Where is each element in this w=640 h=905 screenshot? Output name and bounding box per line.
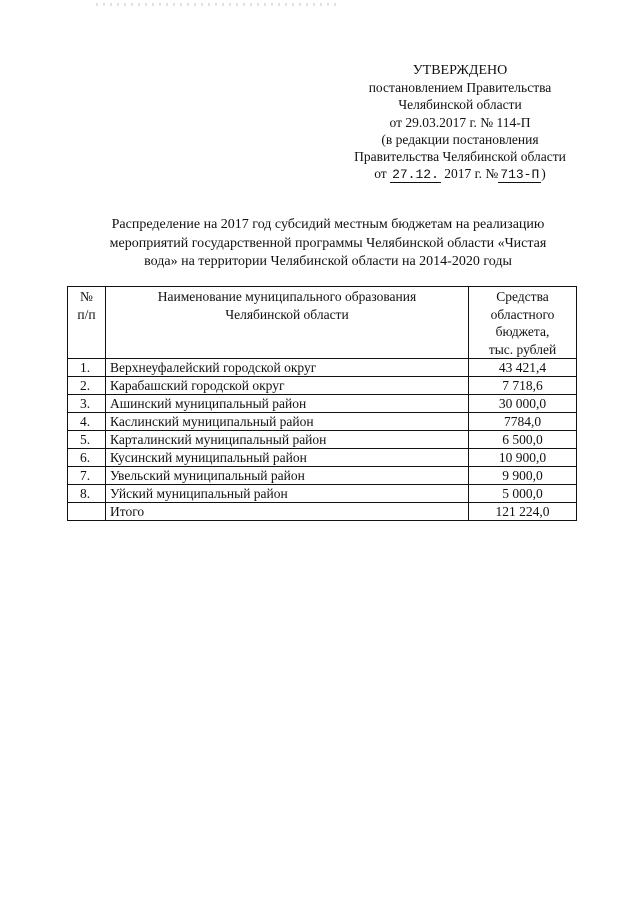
row-name: Ашинский муниципальный район (106, 395, 469, 413)
row-num: 6. (68, 449, 106, 467)
header-amount-line: бюджета, (495, 324, 550, 339)
amendment-date: 27.12. (392, 167, 439, 183)
title-line: Распределение на 2017 год субсидий местным бюджетам на реализацию (111, 217, 545, 232)
approval-stamp (330, 62, 590, 183)
table-row (68, 449, 577, 467)
table-row (68, 395, 577, 413)
row-name: Верхнеуфалейский городской округ (106, 359, 469, 377)
row-name: Карталинский муниципальный район (106, 431, 469, 449)
title-line: мероприятий государственной программы Челябинской области «Чистая (109, 235, 547, 251)
header-amount-line: областного (490, 306, 555, 322)
header-num (68, 287, 106, 359)
header-amount-line: Средства (496, 289, 549, 304)
approval-line: постановлением Правительства (368, 80, 552, 96)
total-num (68, 503, 106, 521)
header-name-line: Наименование муниципального образования (157, 289, 417, 304)
row-name: Увельский муниципальный район (106, 467, 469, 485)
table-row (68, 485, 577, 503)
row-amount: 7 718,6 (469, 377, 577, 395)
header-amount-line: тыс. рублей (488, 341, 557, 357)
row-num: 8. (68, 485, 106, 503)
table-row (68, 413, 577, 431)
row-amount: 30 000,0 (469, 395, 577, 413)
table-row (68, 377, 577, 395)
row-amount: 10 900,0 (469, 449, 577, 467)
row-name: Карабашский городской округ (106, 377, 469, 395)
row-amount: 9 900,0 (469, 467, 577, 485)
table-total-row (68, 503, 577, 521)
total-label: Итого (106, 503, 469, 521)
table-row (68, 431, 577, 449)
title-line: вода» на территории Челябинской области на 2014-2020 годы (144, 254, 512, 269)
scan-artifact (96, 3, 336, 6)
row-name: Кусинский муниципальный район (106, 449, 469, 467)
row-num: 4. (68, 413, 106, 431)
row-num: 5. (68, 431, 106, 449)
row-num: 2. (68, 377, 106, 395)
row-amount: 5 000,0 (469, 485, 577, 503)
row-amount: 6 500,0 (469, 431, 577, 449)
row-num: 7. (68, 467, 106, 485)
header-num-line: п/п (77, 306, 96, 322)
header-amount (469, 287, 577, 359)
approval-line: Правительства Челябинской области (354, 149, 566, 165)
row-amount: 7784,0 (469, 413, 577, 431)
header-name-line: Челябинской области (225, 306, 349, 322)
approval-heading: УТВЕРЖДЕНО (412, 63, 508, 78)
row-num: 1. (68, 359, 106, 377)
row-name: Каслинский муниципальный район (106, 413, 469, 431)
approval-line: от 29.03.2017 г. № 114-П (389, 114, 531, 130)
approval-line: (в редакции постановления (381, 131, 539, 147)
header-name (106, 287, 469, 359)
table-row (68, 467, 577, 485)
total-amount: 121 224,0 (469, 503, 577, 521)
approval-line: Челябинской области (398, 97, 522, 113)
approval-line-amendment (330, 165, 590, 183)
row-name: Уйский муниципальный район (106, 485, 469, 503)
amendment-suffix: ) (541, 166, 546, 182)
amendment-mid: 2017 г. № (444, 166, 499, 182)
row-amount: 43 421,4 (469, 359, 577, 377)
subsidy-table (67, 286, 577, 521)
amendment-prefix: от (374, 166, 387, 182)
document-title (80, 216, 576, 272)
row-num: 3. (68, 395, 106, 413)
header-num-line: № (80, 289, 93, 304)
table-row (68, 359, 577, 377)
amendment-number: 713-П (500, 167, 540, 183)
table-header-row (68, 287, 577, 359)
